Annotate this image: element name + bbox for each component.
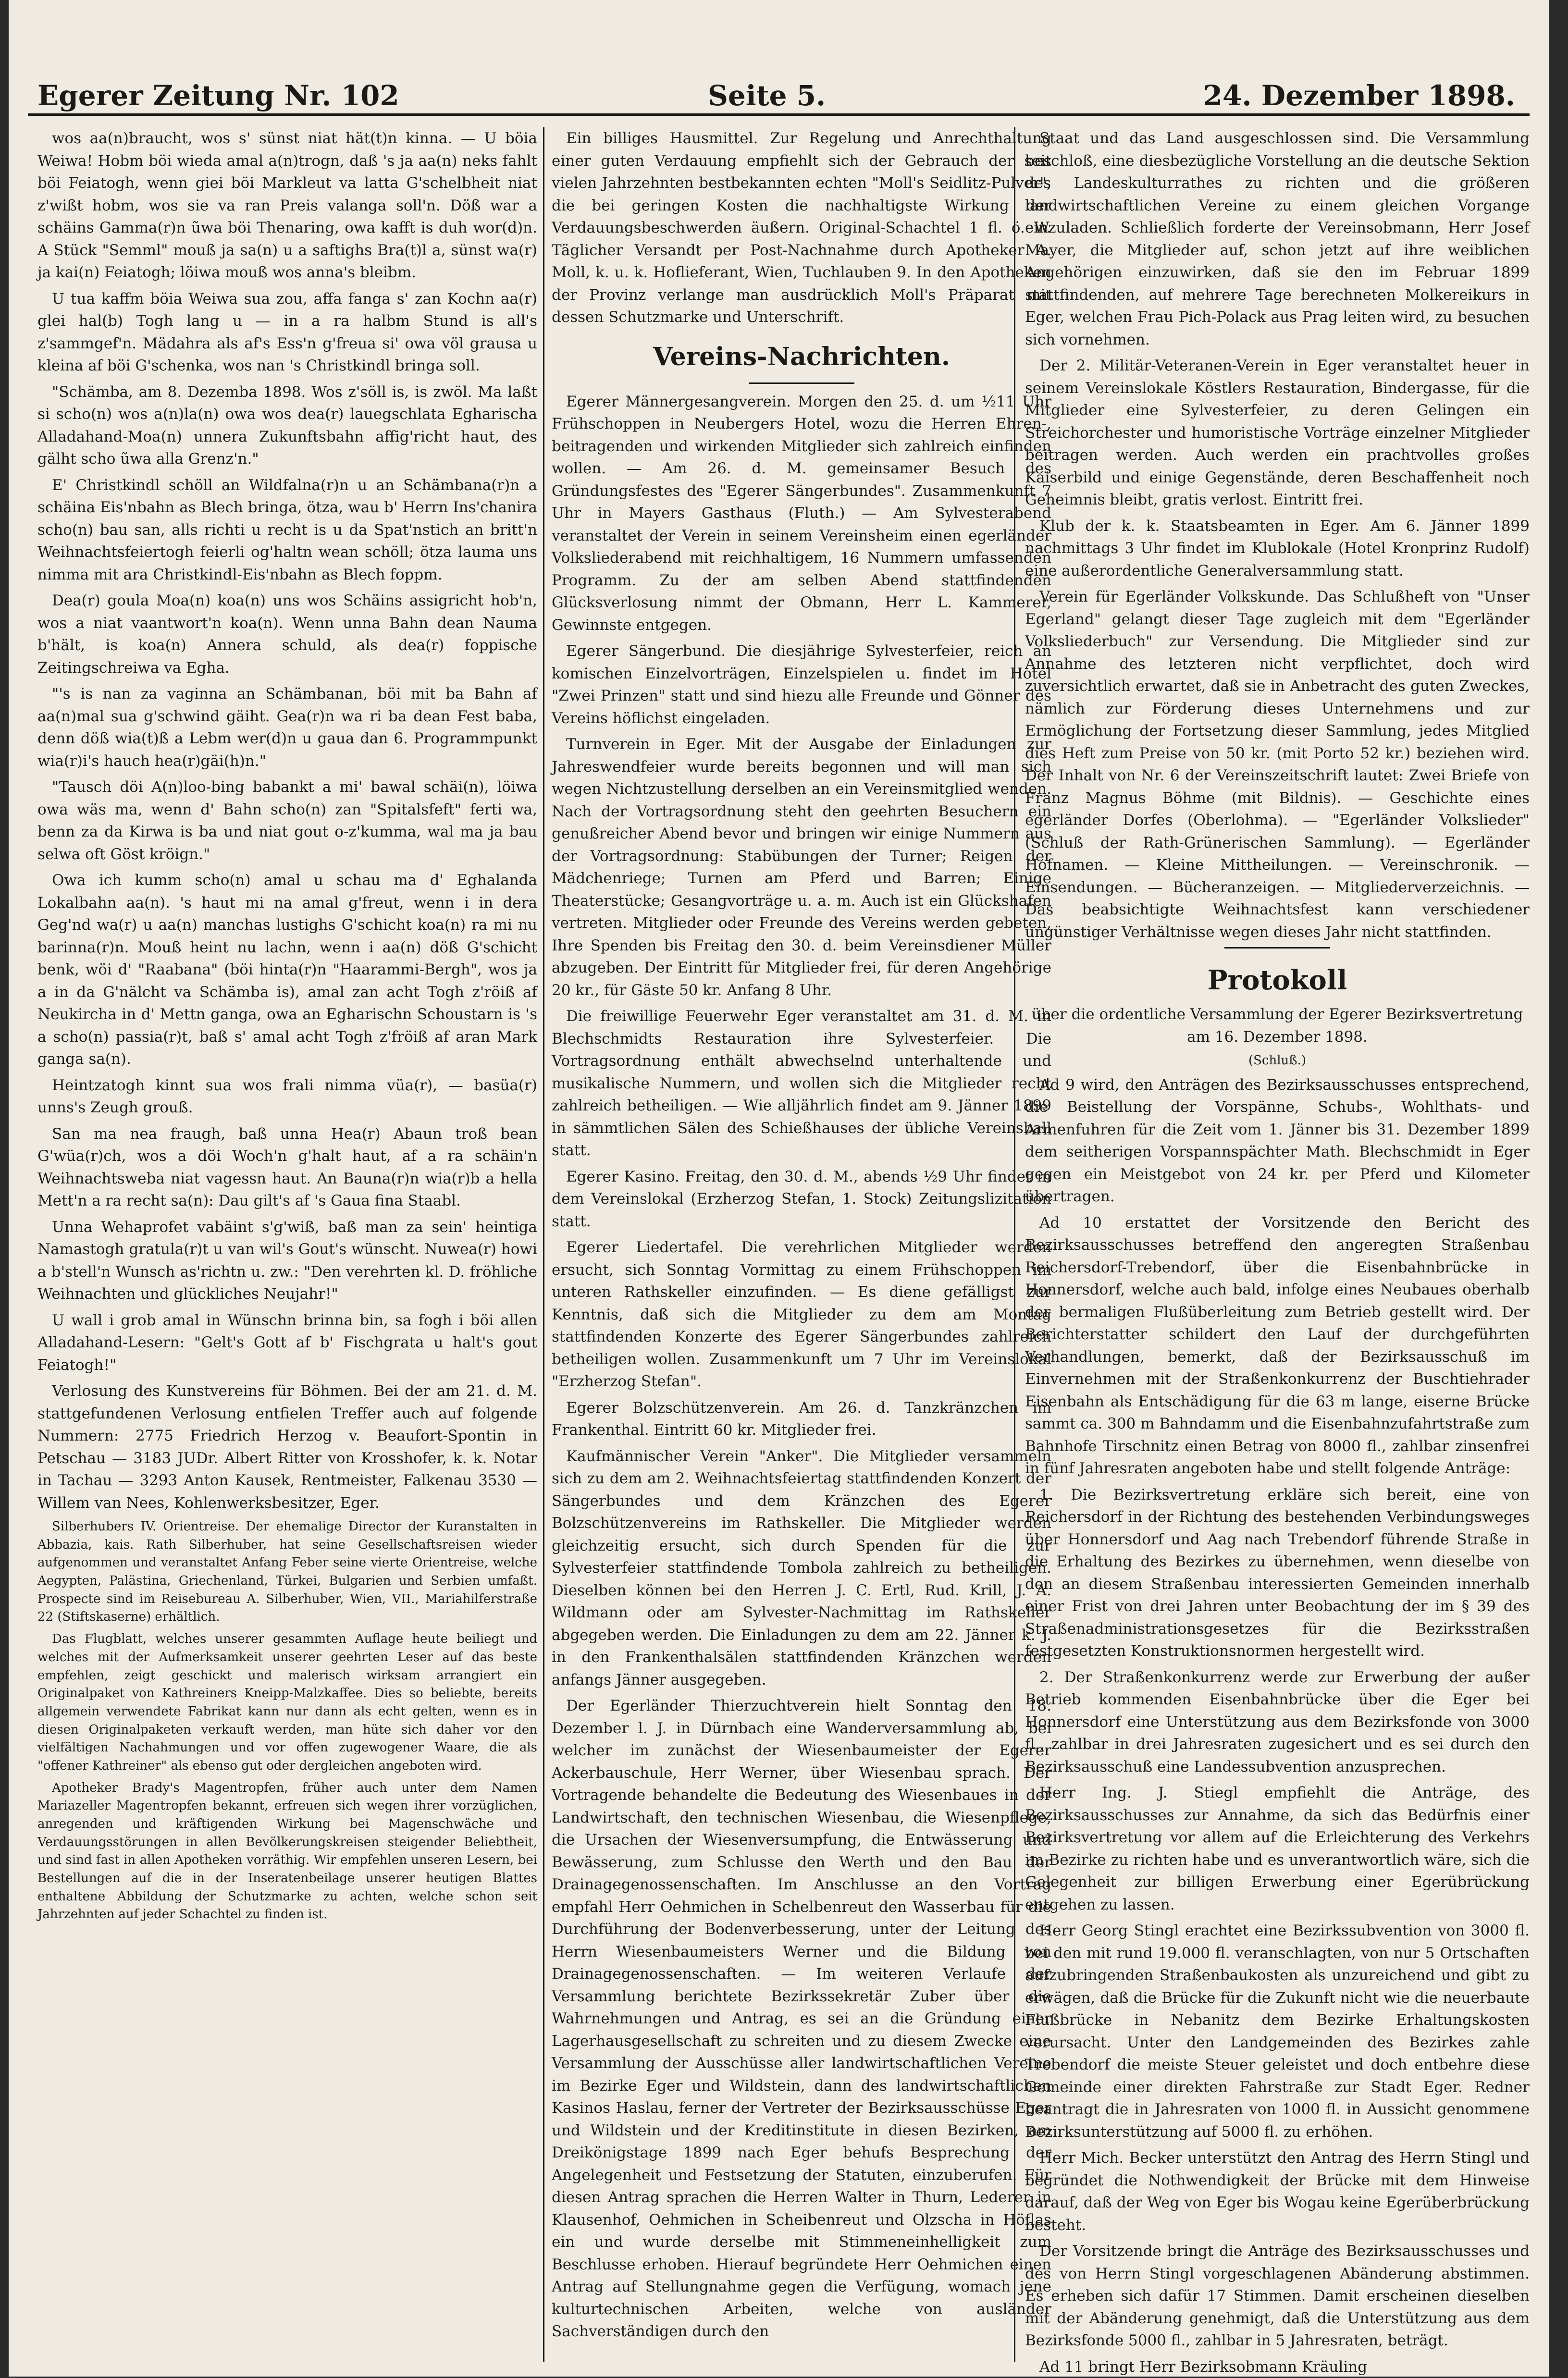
protocol-subtitle: über die ordentliche Versammlung der Egerer Bezirksvertretung am 16. Dezember 1898. [1031, 1006, 1523, 1046]
lottery-notice: Verlosung des Kunstvereins für Böhmen. Bei der am 21. d. M. stattgefundenen Verlosung entfielen Treffer auch auf folgende Nummern: 2775 Friedrich Herzog v. Beaufort-Spontin in Petschau — 3183 JUDr. Albert Ritter von Krosshofer, k. k. Notar in Tachau — 3293 Anton Kausek, Rentmeister, Falkenau 3530 — Willem van Nees, Kohlenwerksbesitzer, Eger. [37, 1382, 537, 1512]
protocol-paragraph: 2. Der Straßenkonkurrenz werde zur Erwerbung der außer Betrieb kommenden Eisenbahnbrücke über die Eger bei Honnersdorf eine Unterstützung aus dem Bezirksfonde von 3000 fl., zahlbar in drei Jahresraten zugesichert und es sei durch den Bezirksausschuß eine Landessubvention anzusprechen. [1025, 1668, 1530, 1775]
page-header [9, 0, 1549, 112]
header-rule [28, 113, 1530, 116]
club-news-item: Verein für Egerländer Volkskunde. Das Schlußheft von "Unser Egerland" gelangt dieser Tage zugleich mit dem "Egerländer Volksliederbuch" zur Versendung. Die Mitglieder sind zur Annahme des letzteren nicht verpflichtet, doch wird zuversichtlich erwartet, daß sie in Anbetracht des guten Zweckes, nämlich zur Förderung dieses Unternehmens und zur Ermöglichung der Fortsetzung dieser Sammlung, jedes Mitglied dies Heft zum Preise von 50 kr. (mit Porto 52 kr.) beziehen wird. Der Inhalt von Nr. 6 der Vereinszeitschrift lautet: Zwei Briefe von Franz Magnus Böhme (mit Bildnis). — Geschichte eines egerländer Dorfes (Oberlohma). — "Egerländer Volkslieder" (Schluß der Rath-Grünerischen Sammlung). — Egerländer Hofnamen. — Kleine Mittheilungen. — Vereinschronik. — Einsendungen. — Bücheranzeigen. — Mitgliederverzeichnis. — Das beabsichtigte Weihnachtsfest kann verschiedener ungünstiger Verhältnisse wegen dieses Jahr nicht stattfinden. [1025, 588, 1530, 941]
column-2 [552, 127, 1051, 2366]
flyer-notice: Das Flugblatt, welches unserer gesammten Auflage heute beiliegt und welches mit der Aufmerksamkeit unserer geehrten Leser auf das beste empfehlen, zeigt geschickt und malerisch wirksam arrangiert ein Originalpaket von Kathreiners Kneipp-Malzkaffee. Dies so beliebte, bereits allgemein verwendete Fabrikat kann nur dann als echt gelten, wenn es in diesen Originalpaketen verkauft werden, man hüte sich daher vor den vielfältigen Nachahmungen und vor offen zugewogener Waare, die als "offener Kathreiner" als ebenso gut oder dergleichen angeboten wird. [37, 1632, 537, 1773]
column-3 [1025, 127, 1530, 2376]
protocol-continuation: (Schluß.) [1248, 1053, 1307, 1068]
protocol-heading: Protokoll [1207, 964, 1347, 996]
dialect-text: Dea(r) goula Moa(n) koa(n) uns wos Schäins assigricht hob'n, wos a niat vaantwort'n koa(n). Wenn unna Bahn dean Nauma b'hält, is koa(n) Annera schuld, als dea(r) foppische Zeitingschreiwa va Egha. [37, 592, 537, 677]
masthead-issue: Egerer Zeitung Nr. 102 [37, 79, 399, 112]
club-news-item: Der Egerländer Thierzuchtverein hielt Sonntag den 18. Dezember l. J. in Dürnbach eine Wanderversammlung ab, bei welcher im zunächst der Wiesenbaumeister der Egerer Ackerbauschule, Herr Werner, über Wiesenbau sprach. Der Vortragende behandelte die Bedeutung des Wiesenbaues in der Landwirtschaft, den technischen Wiesenbau, die Wiesenpflege, die Ursachen der Wiesenversumpfung, die Entwässerung und Bewässerung, zum Schlusse den Werth und den Bau der Drainagegenossenschaften. Im Anschlusse an den Vortrag empfahl Herr Oehmichen in Schelbenreut den Wasserbau für die Durchführung der Bodenverbesserung, unter der Leitung des Herrn Wiesenbaumeisters Werner und die Bildung von Drainagegenossenschaften. — Im weiteren Verlaufe der Versammlung berichtete Bezirkssekretär Zuber über die Wahrnehmungen und Antrag, es sei an die Gründung einer Lagerhausgesellschaft zu schreiten und zu diesem Zwecke eine Versammlung der Ausschüsse aller landwirtschaftlichen Vereine im Bezirke Eger und Wildstein, dann des landwirtschaftlichen Kasinos Haslau, ferner der Vertreter der Bezirksausschüsse Eger und Wildstein und der Kreditinstitute in diesen Bezirken, am Dreikönigstage 1899 nach Eger behufs Besprechung der Angelegenheit und Festsetzung der Statuten, einzuberufen. Für diesen Antrag sprachen die Herren Walter in Thurn, Lederer in Klausenhof, Oehmichen in Scheibenreut und Olzscha in Höflas ein und wurde derselbe mit Stimmeneinhelligkeit zum Beschlusse erhoben. Hierauf begründete Herr Oehmichen einen Antrag auf Stellungnahme gegen die Verfügung, womach jene kulturtechnischen Arbeiten, welche von ausländer Sachverständigen durch den [552, 1697, 1051, 2340]
dialect-text: San ma nea fraugh, baß unna Hea(r) Abaun troß bean G'wüa(r)ch, wos a döi Woch'n g'halt haut, af a ra schäin'n Weihnachtsweba niat vagessn haut. An Bauna(r)n wia(r)b a hella Mett'n a ra recht sa(n): Dau gilt's af 's Gaua fina Staabl. [37, 1125, 537, 1209]
club-news-item: Egerer Sängerbund. Die diesjährige Sylvesterfeier, reich an komischen Einzelvorträgen, Einzelspielen u. findet im Hotel "Zwei Prinzen" statt und sind hiezu alle Freunde und Gönner des Vereins höflichst eingeladen. [552, 642, 1051, 727]
protocol-paragraph: Ad 10 erstattet der Vorsitzende den Bericht des Bezirksausschusses betreffend den angeregten Straßenbau Reichersdorf-Trebendorf, über die Eisenbahnbrücke in Honnersdorf, welche auch bald, infolge eines Neubaues oberhalb der bermaligen Flußüberleitung zum Betrieb gestellt wird. Der Berichterstatter schildert den Lauf der durchgeführten Verhandlungen, bemerkt, daß der Bezirksausschuß im Einvernehmen mit der Straßenkonkurrenz der Buschtiehrader Eisenbahn als Entschädigung für die 63 m lange, eiserne Brücke sammt ca. 300 m Bahndamm und die Eisenbahnzufahrtstraße zum Bahnhofe Tirschnitz einen Betrag von 8000 fl., zahlbar zinsenfrei in fünf Jahresraten angeboten habe und stellt folgende Anträge: [1025, 1214, 1530, 1478]
club-news-item: Egerer Männergesangverein. Morgen den 25. d. um ½11 Uhr Frühschoppen in Neubergers Hotel, wozu die Herren Ehren-, beitragenden und wirkenden Mitglieder sich zahlreich einfinden wollen. — Am 26. d. M. gemeinsamer Besuch des Gründungsfestes des "Egerer Sängerbundes". Zusammenkunft 7 Uhr in Mayers Gasthaus (Fluth.) — Am Sylvesterabend veranstaltet der Verein in seinem Vereinsheim einen egerländer Volksliederabend mit reichhaltigem, 16 Nummern umfassenden Programm. Zu der am selben Abend stattfindenden Glücksverlosung nimmt der Obmann, Herr L. Kammerer, Gewinnste entgegen. [552, 393, 1051, 634]
newspaper-page [9, 0, 1549, 2377]
club-news-item: Turnverein in Eger. Mit der Ausgabe der Einladungen zur Jahreswendfeier wurde bereits begonnen und will man sich wegen Nichtzustellung derselben an ein Vereinsmitglied wenden. Nach der Vortragsordnung steht den geehrten Besuchern ein genußreicher Abend bevor und bringen wir einige Nummern aus der Vortragsordnung: Stabübungen der Turner; Reigen der Mädchenriege; Turnen am Pferd und Barren; Einige Theaterstücke; Gesangvorträge u. a. m. Auch ist ein Glückshafen vertreten. Mitglieder oder Freunde des Vereins werden gebeten, Ihre Spenden bis Freitag den 30. d. beim Vereinsdiener Müller abzugeben. Der Eintritt für Mitglieder frei, für deren Angehörige 20 kr., für Gäste 50 kr. Anfang 8 Uhr. [552, 736, 1051, 999]
section-rule [1224, 947, 1330, 949]
club-news-item: Staat und das Land ausgeschlossen sind. Die Versammlung beschloß, eine diesbezügliche Vorstellung an die deutsche Sektion des Landeskulturrathes zu richten und die größeren landwirtschaftlichen Vereine zu einem gleichen Vorgange einzuladen. Schließlich forderte der Vereinsobmann, Herr Josef Mayer, die Mitglieder auf, schon jetzt auf ihre weiblichen Angehörigen einzuwirken, daß sie den im Februar 1899 stattfindenden, auf mehrere Tage berechneten Molkereikurs in Eger, welchen Frau Pich-Polack aus Prag leiten wird, zu besuchen sich vornehmen. [1025, 130, 1530, 348]
club-news-item: Kaufmännischer Verein "Anker". Die Mitglieder versammeln sich zu dem am 2. Weihnachtsfeiertag stattfindenden Konzert der Sängerbundes und dem Kränzchen des Egerer Bolzschützenvereins im Rathskeller. Die Mitglieder werden gleichzeitig ersucht, sich durch Spenden für die zur Sylvesterfeier stattfindende Tombola zahlreich zu betheiligen. Dieselben können bei den Herren J. C. Ertl, Rud. Krill, J. A. Wildmann oder am Sylvester-Nachmittag im Rathskeller abgegeben werden. Die Einladungen zu dem am 22. Jänner k. J. in den Frankenthalsälen stattfindenden Kränzchen werden anfangs Jänner ausgegeben. [552, 1447, 1051, 1688]
dialect-text: E' Christkindl schöll an Wildfalna(r)n u an Schämbana(r)n a schäina Eis'nbahn as Blech bringa, ötza, wau b' Herrn Ins'chanira scho(n) bau san, alls richti u recht is u da Spat'nstich an britt'n Weihnachtsfeiertogh feierli og'haltn wean schöll; ötza lauma uns nimma mit ara Christkindl-Eis'nbahn as Blech foppm. [37, 476, 537, 583]
dialect-quote: "Tausch döi A(n)loo-bing babankt a mi' bawal schäi(n), löiwa owa wäs ma, wenn d' Bahn scho(n) zan "Spitalsfeft" ferti wa, benn za da Kirwa is ba und niat gout o-z'kumma, wal ma ja bau selwa oft Göst kröign." [37, 778, 537, 863]
protocol-paragraph: Herr Georg Stingl erachtet eine Bezirkssubvention von 3000 fl. bei den mit rund 19.000 fl. veranschlagten, von nur 5 Ortschaften aufzubringenden Straßenbaukosten als unzureichend und gibt zu erwägen, daß die Brücke für die Zukunft nicht wie die neuerbaute Flußbrücke in Nebanitz dem Bezirke Erhaltungskosten verursacht. Unter den Landgemeinden des Bezirkes zahle Trebendorf die meiste Steuer geleistet und doch entbehre diese Gemeinde einer direkten Fahrstraße zur Stadt Eger. Redner beantragt die in Jahresraten von 1000 fl. in Aussicht genommene Bezirksunterstützung auf 5000 fl. zu erhöhen. [1025, 1922, 1530, 2141]
dialect-quote: "'s is nan za vaginna an Schämbanan, böi mit ba Bahn af aa(n)mal sua g'schwind gäiht. Gea(r)n wa ri ba dean Fest baba, denn döß wia(t)ß a Lebm wer(d)n u gaua dan 6. Programmpunkt wia(r)i's hauch hea(r)gäi(h)n." [37, 685, 537, 770]
club-news-item: Egerer Bolzschützenverein. Am 26. d. Tanzkränzchen im Frankenthal. Eintritt 60 kr. Mitglieder frei. [552, 1399, 1051, 1439]
protocol-paragraph: Ad 11 bringt Herr Bezirksobmann Kräuling [1039, 2358, 1368, 2376]
protocol-paragraph: Der Vorsitzende bringt die Anträge des Bezirksausschusses und des von Herrn Stingl vorgeschlagenen Abänderung abstimmen. Es erheben sich dafür 17 Stimmen. Damit erscheinen dieselben mit der Abänderung genehmigt, daß die Unterstützung aus dem Bezirksfonde 5000 fl., zahlbar in 5 Jahresraten, beträgt. [1025, 2242, 1530, 2350]
dialect-text: U tua kaffm böia Weiwa sua zou, affa fanga s' zan Kochn aa(r) glei hal(b) Togh lang u — in a ra halbm Stund is all's z'sammgef'n. Mädahra als af's Ess'n g'freua si' owa völ grausa u kleina af böi G'schenka, wos nan 's Christkindl bringa soll. [37, 290, 537, 374]
club-news-item: Der 2. Militär-Veteranen-Verein in Eger veranstaltet heuer in seinem Vereinslokale Köstlers Restauration, Bindergasse, für die Mitglieder eine Sylvesterfeier, zu deren Gelingen ein Streichorchester und humoristische Vorträge einzelner Mitglieder beitragen werden. Auch werden ein prachtvolles großes Kaiserbild und einige Gegenstände, deren Beschaffenheit noch Geheimnis bleibt, gratis verlost. Eintritt frei. [1025, 357, 1530, 508]
protocol-paragraph: Herr Mich. Becker unterstützt den Antrag des Herrn Stingl und begründet die Nothwendigkeit der Brücke mit dem Hinweise darauf, daß der Weg von Eger bis Wogau keine Egerüberbrückung besteht. [1025, 2149, 1530, 2234]
dialect-text: wos aa(n)braucht, wos s' sünst niat hät(t)n kinna. — U böia Weiwa! Hobm böi wieda amal a(n)trogn, daß 's ja aa(n) neks fahlt böi Feiatogh, wenn giei böi Markleut va latta G'schelbheit niat z'wißt hobm, wos sie va ran Preis valanga soll'n. Döß war a schäins Gamma(r)n ũwa böi Thenaring, owa kafft is duh wor(d)n. A Stück "Semml" mouß ja sa(n) u a saftighs Bra(t)l a, sünst wa(r) ja kai(n) Feiatogh; löiwa mouß wos anna's bleibm. [37, 130, 537, 281]
dialect-text: Owa ich kumm scho(n) amal u schau ma d' Eghalanda Lokalbahn aa(n). 's haut mi na amal g'freut, wenn i in dera Geg'nd wa(r) u aa(n) manchas lustighs G'schicht koa(n) ra mi nu barinna(r)n. Mouß heint nu lachn, wenn i aa(n) döß G'schicht benk, wöi d' "Raabana" (böi hinta(r)n "Haarammi-Bergh", wos ja a in da G'nälcht va Schämba is), amal zan acht Togh z'röiß af Neukircha in d' Mettn ganga, owa an Egharischn Schoustarn is 's a scho(n) passia(r)t, baß s' amal acht Togh z'fröiß af aran Mark ganga sa(n). [37, 872, 537, 1068]
club-news-item: Egerer Kasino. Freitag, den 30. d. M., abends ½9 Uhr findet in dem Vereinslokal (Erzherzog Stefan, 1. Stock) Zeitungslizitation statt. [552, 1168, 1051, 1230]
dialect-quote: "Schämba, am 8. Dezemba 1898. Wos z'söll is, is zwöl. Ma laßt si scho(n) wos a(n)la(n) owa wos dea(r) lauegschlata Egharischa Alladahand-Moa(n) unnera Zukunftsbahn affig'richt haut, des gälht scho ũwa alla Grenz'n." [37, 383, 537, 468]
protocol-paragraph: Herr Ing. J. Stiegl empfiehlt die Anträge, des Bezirksausschusses zur Annahme, da sich das Bedürfnis einer Bezirksvertretung vor allem auf die Erleichterung des Verkehrs im Bezirke zu richten habe und es unverantwortlich wäre, sich die Gelegenheit zur billigen Erwerbung einer Egerübrückung entgehen zu lassen. [1025, 1784, 1530, 1913]
orient-travel-notice: Silberhubers IV. Orientreise. Der ehemalige Director der Kuranstalten in Abbazia, kais. Rath Silberhuber, hat seine Gesellschaftsreisen wieder aufgenommen und veranstaltet Anfang Feber seine vierte Orientreise, welche Aegypten, Palästina, Griechenland, Türkei, Bulgarien und Serbien umfaßt. Prospecte sind im Reisebureau A. Silberhuber, Wien, VII., Mariahilferstraße 22 (Stiftskaserne) erhältlich. [37, 1519, 537, 1625]
protocol-paragraph: 1. Die Bezirksvertretung erkläre sich bereit, eine von Reichersdorf in der Richtung des bestehenden Verbindungsweges über Honnersdorf und Aag nach Trebendorf führende Straße in die Erhaltung des Bezirkes zu übernehmen, wenn dieselbe von den an diesem Straßenbau interessierten Gemeinden innerhalb einer Frist von drei Jahren unter Beobachtung der im § 39 des Straßenadministrationsgesetzes für die Bezirksstraßen festgesetzten Konstruktionsnormen hergestellt wird. [1025, 1486, 1530, 1660]
dialect-text: Heintzatogh kinnt sua wos frali nimma vüa(r), — basüa(r) unns's Zeugh grouß. [37, 1076, 537, 1116]
section-heading: Vereins-Nachrichten. [653, 342, 950, 371]
club-news-item: Egerer Liedertafel. Die verehrlichen Mitglieder werden ersucht, sich Sonntag Vormittag zu einem Frühschoppen im unteren Rathskeller einzufinden. — Es diene gefälligst zur Kenntnis, daß sich die Mitglieder zu dem am Montag stattfindenden Konzerte des Egerer Sängerbundes zahlreich betheiligen wollen. Zusammenkunft um 7 Uhr im Vereinslokal "Erzherzog Stefan". [552, 1239, 1051, 1390]
protocol-paragraph: Ad 9 wird, den Anträgen des Bezirksausschusses entsprechend, die Beistellung der Vorspänne, Schubs-, Wohlthats- und Armenfuhren für die Zeit vom 1. Jänner bis 31. Dezember 1899 dem seitherigen Vorspannspächter Math. Blechschmidt in Eger gegen ein Meistgebot von 24 kr. per Pferd und Kilometer übertragen. [1025, 1076, 1530, 1206]
seidlitz-ad: Ein billiges Hausmittel. Zur Regelung und Anrechthaltung einer guten Verdauung empfiehlt sich der Gebrauch der seit vielen Jahrzehnten bestbekannten echten "Moll's Seidlitz-Pulver", die bei geringen Kosten die nachhaltigste Wirkung der Verdauungsbeschwerden äußern. Original-Schachtel 1 fl. ö. W. Täglicher Versandt per Post-Nachnahme durch Apotheker A. Moll, k. u. k. Hoflieferant, Wien, Tuchlauben 9. In den Apotheken der Provinz verlange man ausdrücklich Moll's Präparat mit dessen Schutzmarke und Unterschrift. [552, 130, 1051, 326]
club-news-item: Die freiwillige Feuerwehr Eger veranstaltet am 31. d. M. in Blechschmidts Restauration ihre Sylvesterfeier. Die Vortragsordnung enthält abwechselnd unterhaltende und musikalische Nummern, und wollen sich die Mitglieder recht zahlreich betheiligen. — Wie alljährlich findet am 9. Jänner 1899 in sämmtlichen Sälen des Schießhauses der übliche Vereinsball statt. [552, 1008, 1051, 1159]
issue-date: 24. Dezember 1898. [1203, 79, 1515, 112]
club-news-item: Klub der k. k. Staatsbeamten in Eger. Am 6. Jänner 1899 nachmittags 3 Uhr findet im Klublokale (Hotel Kronprinz Rudolf) eine außerordentliche Generalversammlung statt. [1025, 517, 1530, 579]
dialect-text: U wall i grob amal in Wünschn brinna bin, sa fogh i böi allen Alladahand-Lesern: "Gelt's Gott af b' Fischgrata u halt's gout Feiatogh!" [37, 1311, 537, 1374]
magentropfen-notice: Apotheker Brady's Magentropfen, früher auch unter dem Namen Mariazeller Magentropfen bekannt, erfreuen sich wegen ihrer vorzüglichen, anregenden und kräftigenden Wirkung bei Magenschwäche und Verdauungsstörungen in allen Bevölkerungskreisen steigender Beliebtheit, und sind fast in allen Apotheken vorräthig. Wir empfehlen unseren Lesern, bei Bestellungen auf die in der Inseratenbeilage unserer heutigen Blattes enthaltene Abbildung der Schutzmarke zu achten, welche schon seit Jahrzehnten auf jeder Schachtel zu finden ist. [37, 1780, 537, 1922]
section-rule [749, 382, 854, 384]
column-1 [37, 127, 537, 2366]
dialect-text: Unna Wehaprofet vabäint s'g'wiß, baß man za sein' heintiga Namastogh gratula(r)t u van wil's Gout's wünscht. Nuwea(r) howi a b'stell'n Wunsch as'richtn u. zw.: "Den verehrten kl. D. fröhliche Weihnachten und glückliches Neujahr!" [37, 1218, 537, 1303]
page-number: Seite 5. [708, 79, 826, 112]
column-divider [543, 127, 544, 2362]
